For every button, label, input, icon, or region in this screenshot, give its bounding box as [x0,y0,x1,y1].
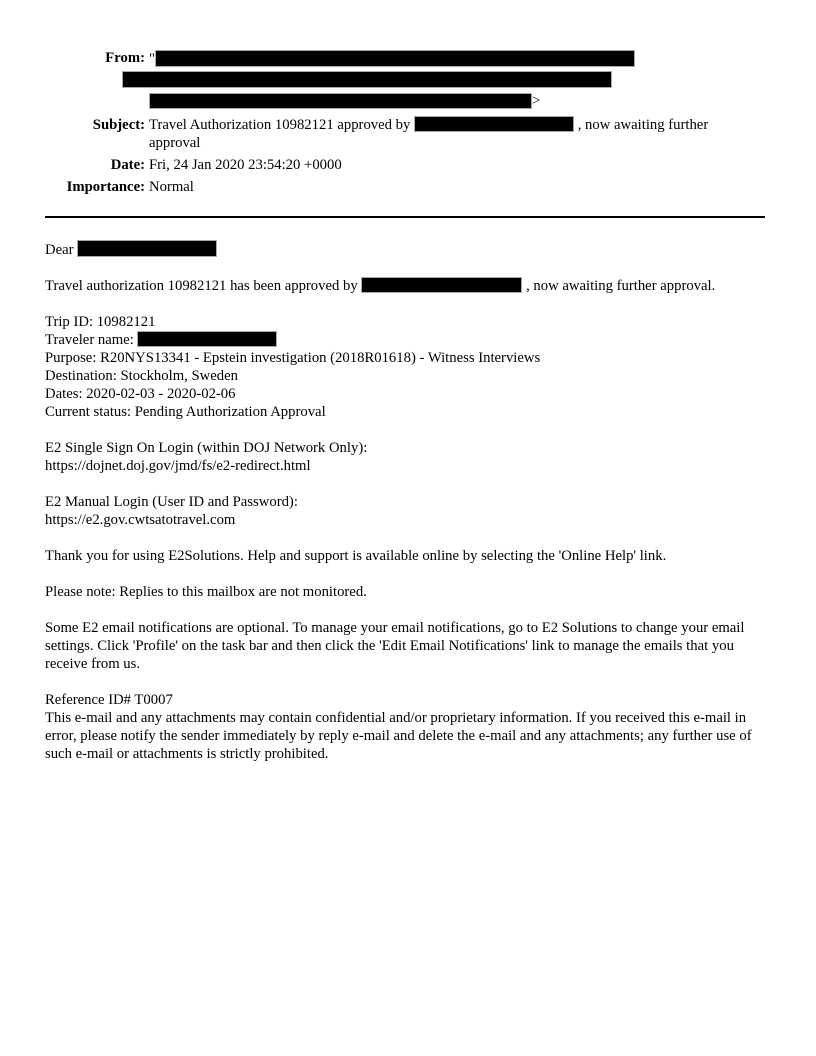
from-close-bracket: > [532,93,541,109]
approval-paragraph [45,277,767,295]
from-label: From: [105,50,145,66]
traveler-name-line [45,331,767,349]
redaction-bar-from-2 [122,71,612,88]
approval-text-before: Travel authorization 10982121 has been approved by [45,278,358,294]
header-field-date [45,156,766,174]
header-divider [45,216,765,218]
dates-line: Dates: 2020-02-03 - 2020-02-06 [45,386,236,402]
note-paragraph: Please note: Replies to this mailbox are not monitored. [45,584,367,600]
status-line: Current status: Pending Authorization Approval [45,404,326,420]
date-value: Fri, 24 Jan 2020 23:54:20 +0000 [149,157,342,173]
redaction-bar-traveler [137,331,277,347]
importance-label: Importance: [66,179,145,195]
header-field-subject [45,116,766,152]
email-body [45,240,767,763]
trip-id-line: Trip ID: 10982121 [45,314,156,330]
redaction-bar-salutation [77,240,217,257]
subject-label: Subject: [92,117,145,133]
header-field-from [45,49,766,112]
approval-text-after: , now awaiting further approval. [526,278,716,294]
reference-id-line: Reference ID# T0007 [45,692,173,708]
redaction-bar-from-1 [155,50,635,67]
manual-login-url: https://e2.gov.cwtsatotravel.com [45,512,236,528]
manual-login-heading: E2 Manual Login (User ID and Password): [45,494,298,510]
traveler-name-label: Traveler name: [45,332,134,348]
notifications-paragraph: Some E2 email notifications are optional. To manage your email notifications, go to E2 Solutions to change your email settings. Click 'Profile' on the task bar and then click the 'Edit Email Notifications' link to manage the emails that you receive from us. [45,620,745,672]
header-field-importance [45,178,766,196]
redaction-bar-subject [414,116,574,132]
disclaimer-text: This e-mail and any attachments may contain confidential and/or proprietary information. If you received this e-mail in error, please notify the sender immediately by reply e-mail and delete the e-mail and any attachments; any further use of such e-mail or attachments is strictly prohibited. [45,710,752,762]
subject-text-after: , now awaiting further approval [149,117,709,151]
footer-section [45,691,767,763]
importance-value: Normal [149,179,194,195]
from-line-1 [149,49,635,70]
redaction-bar-from-3 [149,93,532,109]
salutation-text: Dear [45,242,74,258]
thanks-paragraph: Thank you for using E2Solutions. Help and support is available online by selecting the 'Online Help' link. [45,548,667,564]
redaction-bar-approver [361,277,522,293]
purpose-line: Purpose: R20NYS13341 - Epstein investigation (2018R01618) - Witness Interviews [45,350,541,366]
destination-line: Destination: Stockholm, Sweden [45,368,238,384]
from-open-quote: " [149,51,155,67]
sso-login-section [45,439,767,475]
subject-text-before: Travel Authorization 10982121 approved by [149,117,411,133]
subject-value [149,116,759,152]
from-line-2 [122,70,635,91]
manual-login-section [45,493,767,529]
trip-details [45,313,767,421]
date-label: Date: [110,157,145,173]
sso-login-heading: E2 Single Sign On Login (within DOJ Network Only): [45,440,368,456]
salutation [45,240,767,259]
from-line-3 [149,91,635,112]
sso-login-url: https://dojnet.doj.gov/jmd/fs/e2-redirect.html [45,458,311,474]
from-value [149,49,635,112]
email-header [45,49,766,196]
